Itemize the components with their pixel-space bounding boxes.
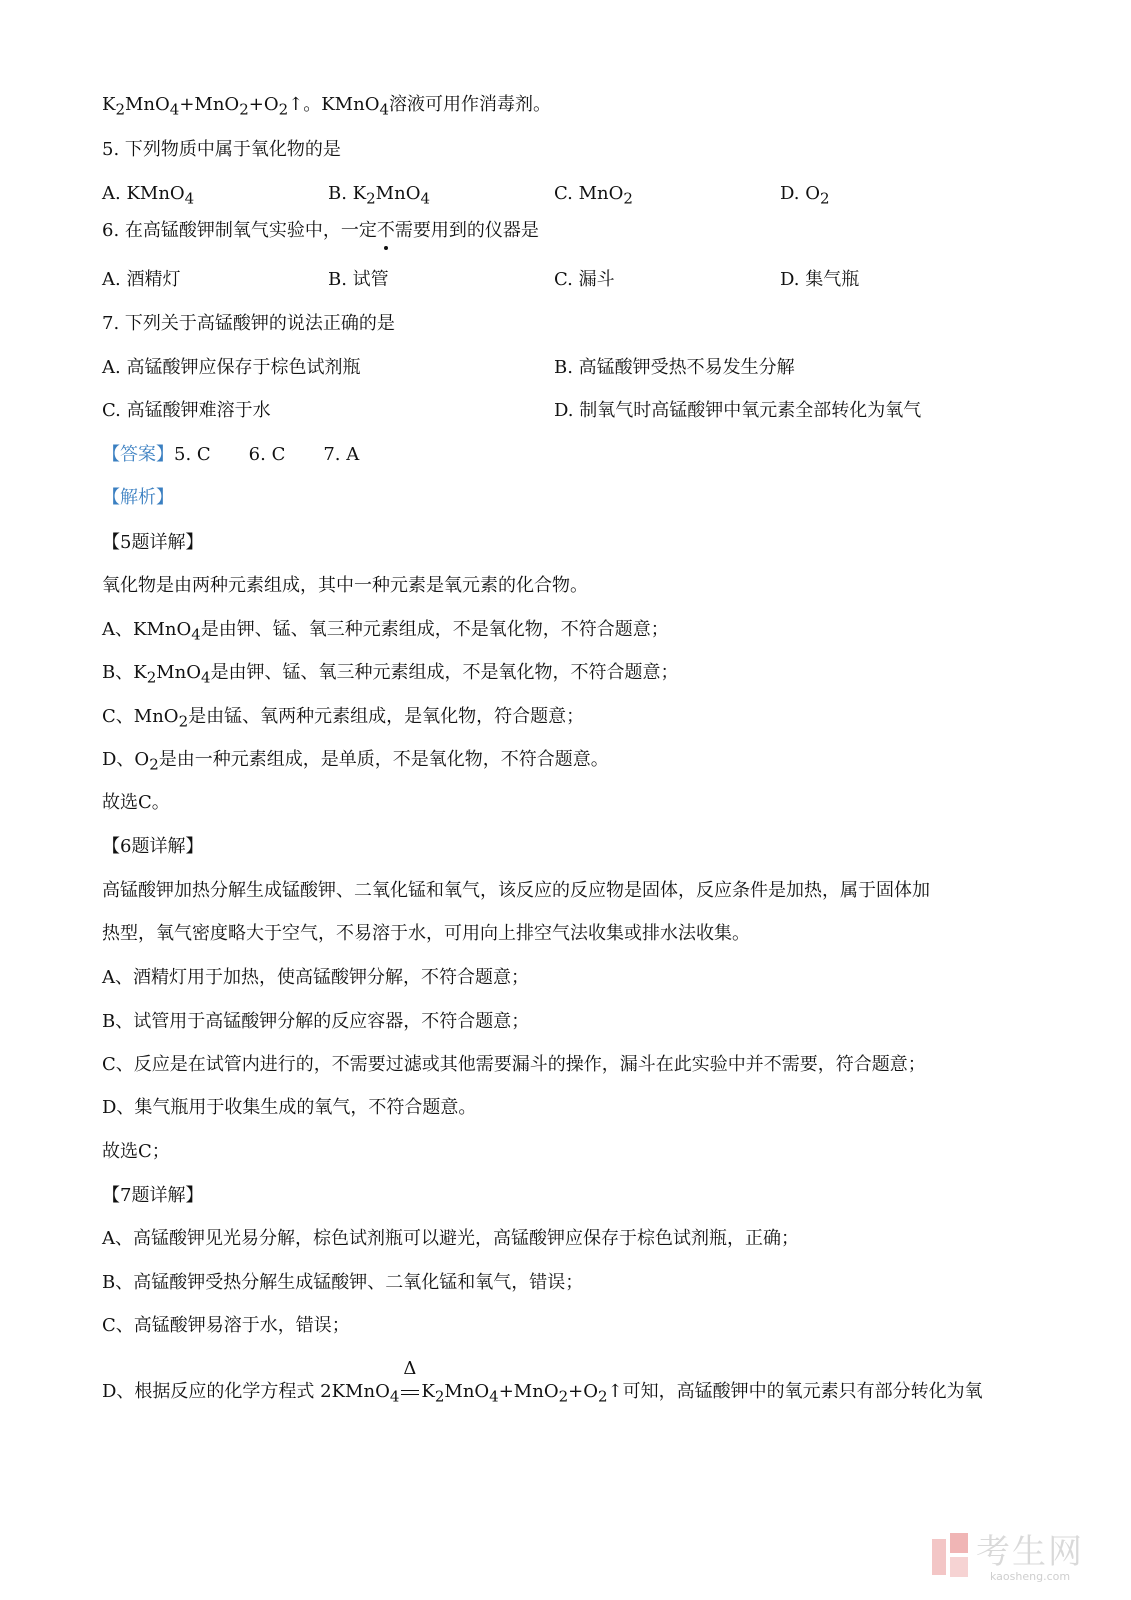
equation-continuation: $K_2MnO_4+MnO_2+O_2↑$。KMnO$_4$溶液可用作消毒剂。 [102, 94, 551, 119]
q5-conclusion: 故选C。 [102, 792, 170, 813]
q6-option-b: B. 试管 [328, 269, 389, 290]
watermark [930, 1533, 1100, 1583]
q6-detail-d: D、集气瓶用于收集生成的氧气，不符合题意。 [102, 1097, 477, 1118]
q7-option-c: C. 高锰酸钾难溶于水 [102, 400, 271, 421]
q6-detail-intro-2: 热型，氧气密度略大于空气，不易溶于水，可用向上排空气法收集或排水法收集。 [102, 923, 750, 944]
analysis-tag: 【解析】 [102, 487, 174, 508]
q7-detail-heading: 【7题详解】 [102, 1185, 204, 1206]
q5-detail-heading: 【5题详解】 [102, 532, 204, 553]
q7-detail-a: A、高锰酸钾见光易分解，棕色试剂瓶可以避光，高锰酸钾应保存于棕色试剂瓶，正确； [102, 1228, 799, 1249]
heating-equals-sign [399, 1358, 421, 1404]
q6-option-c: C. 漏斗 [554, 269, 615, 290]
q7-option-b: B. 高锰酸钾受热不易发生分解 [554, 357, 795, 378]
question-7: 7. 下列关于高锰酸钾的说法正确的是 [102, 313, 395, 334]
q5-detail-b: B、$K_2MnO_4$是由钾、锰、氧三种元素组成，不是氧化物，不符合题意； [102, 662, 679, 687]
q5-option-a: A. KMnO$_4$ [102, 183, 195, 208]
q7-detail-d: D、根据反应的化学方程式 2KMnO$_4$ Δ $K_2MnO_4+MnO_2+O_2↑$可知，高锰酸钾中的氧元素只有部分转化为氧 [102, 1358, 983, 1406]
q6-detail-heading: 【6题详解】 [102, 836, 204, 857]
q6-detail-intro-1: 高锰酸钾加热分解生成锰酸钾、二氧化锰和氧气，该反应的反应物是固体，反应条件是加热，属于固体加 [102, 880, 930, 901]
answer-line [102, 443, 359, 467]
answer-7: 7. A [323, 444, 360, 465]
q5-detail-c: C、MnO$_2$是由锰、氧两种元素组成，是氧化物，符合题意； [102, 706, 585, 731]
q7-detail-c: C、高锰酸钾易溶于水，错误； [102, 1315, 350, 1336]
q6-detail-a: A、酒精灯用于加热，使高锰酸钾分解，不符合题意； [102, 967, 529, 988]
delta-symbol: Δ [403, 1358, 417, 1379]
q6-option-d: D. 集气瓶 [780, 269, 860, 290]
q5-detail-intro: 氧化物是由两种元素组成，其中一种元素是氧元素的化合物。 [102, 575, 588, 596]
q7-option-a: A. 高锰酸钾应保存于棕色试剂瓶 [102, 357, 361, 378]
q6-detail-c: C、反应是在试管内进行的，不需要过滤或其他需要漏斗的操作，漏斗在此实验中并不需要，符合题意； [102, 1054, 926, 1075]
q6-detail-b: B、试管用于高锰酸钾分解的反应容器，不符合题意； [102, 1011, 530, 1032]
q5-option-c: C. MnO$_2$ [554, 183, 633, 208]
watermark-url: kaosheng.com [990, 1570, 1071, 1583]
question-5: 5. 下列物质中属于氧化物的是 [102, 139, 341, 160]
q5-option-d: D. $O_2$ [780, 183, 830, 208]
q7-detail-b: B、高锰酸钾受热分解生成锰酸钾、二氧化锰和氧气，错误； [102, 1272, 584, 1293]
q5-detail-d: D、$O_2$是由一种元素组成，是单质，不是氧化物，不符合题意。 [102, 749, 609, 774]
q7-option-d: D. 制氧气时高锰酸钾中氧元素全部转化为氧气 [554, 400, 922, 421]
watermark-text: 考生网 [976, 1532, 1084, 1572]
question-6: 6. 在高锰酸钾制氧气实验中，一定不需要用到的仪器是 [102, 220, 539, 241]
q6-conclusion: 故选C； [102, 1141, 170, 1162]
watermark-logo-icon [930, 1533, 970, 1579]
q6-option-a: A. 酒精灯 [102, 269, 181, 290]
answer-6: 6. C [248, 444, 286, 465]
emphasis-not: 不 [376, 220, 395, 241]
q5-option-b: B. $K_2MnO_4$ [328, 183, 430, 208]
answer-tag: 【答案】 [102, 444, 174, 465]
q5-detail-a: A、KMnO$_4$是由钾、锰、氧三种元素组成，不是氧化物，不符合题意； [102, 619, 669, 644]
answer-5: 5. C [174, 444, 211, 465]
